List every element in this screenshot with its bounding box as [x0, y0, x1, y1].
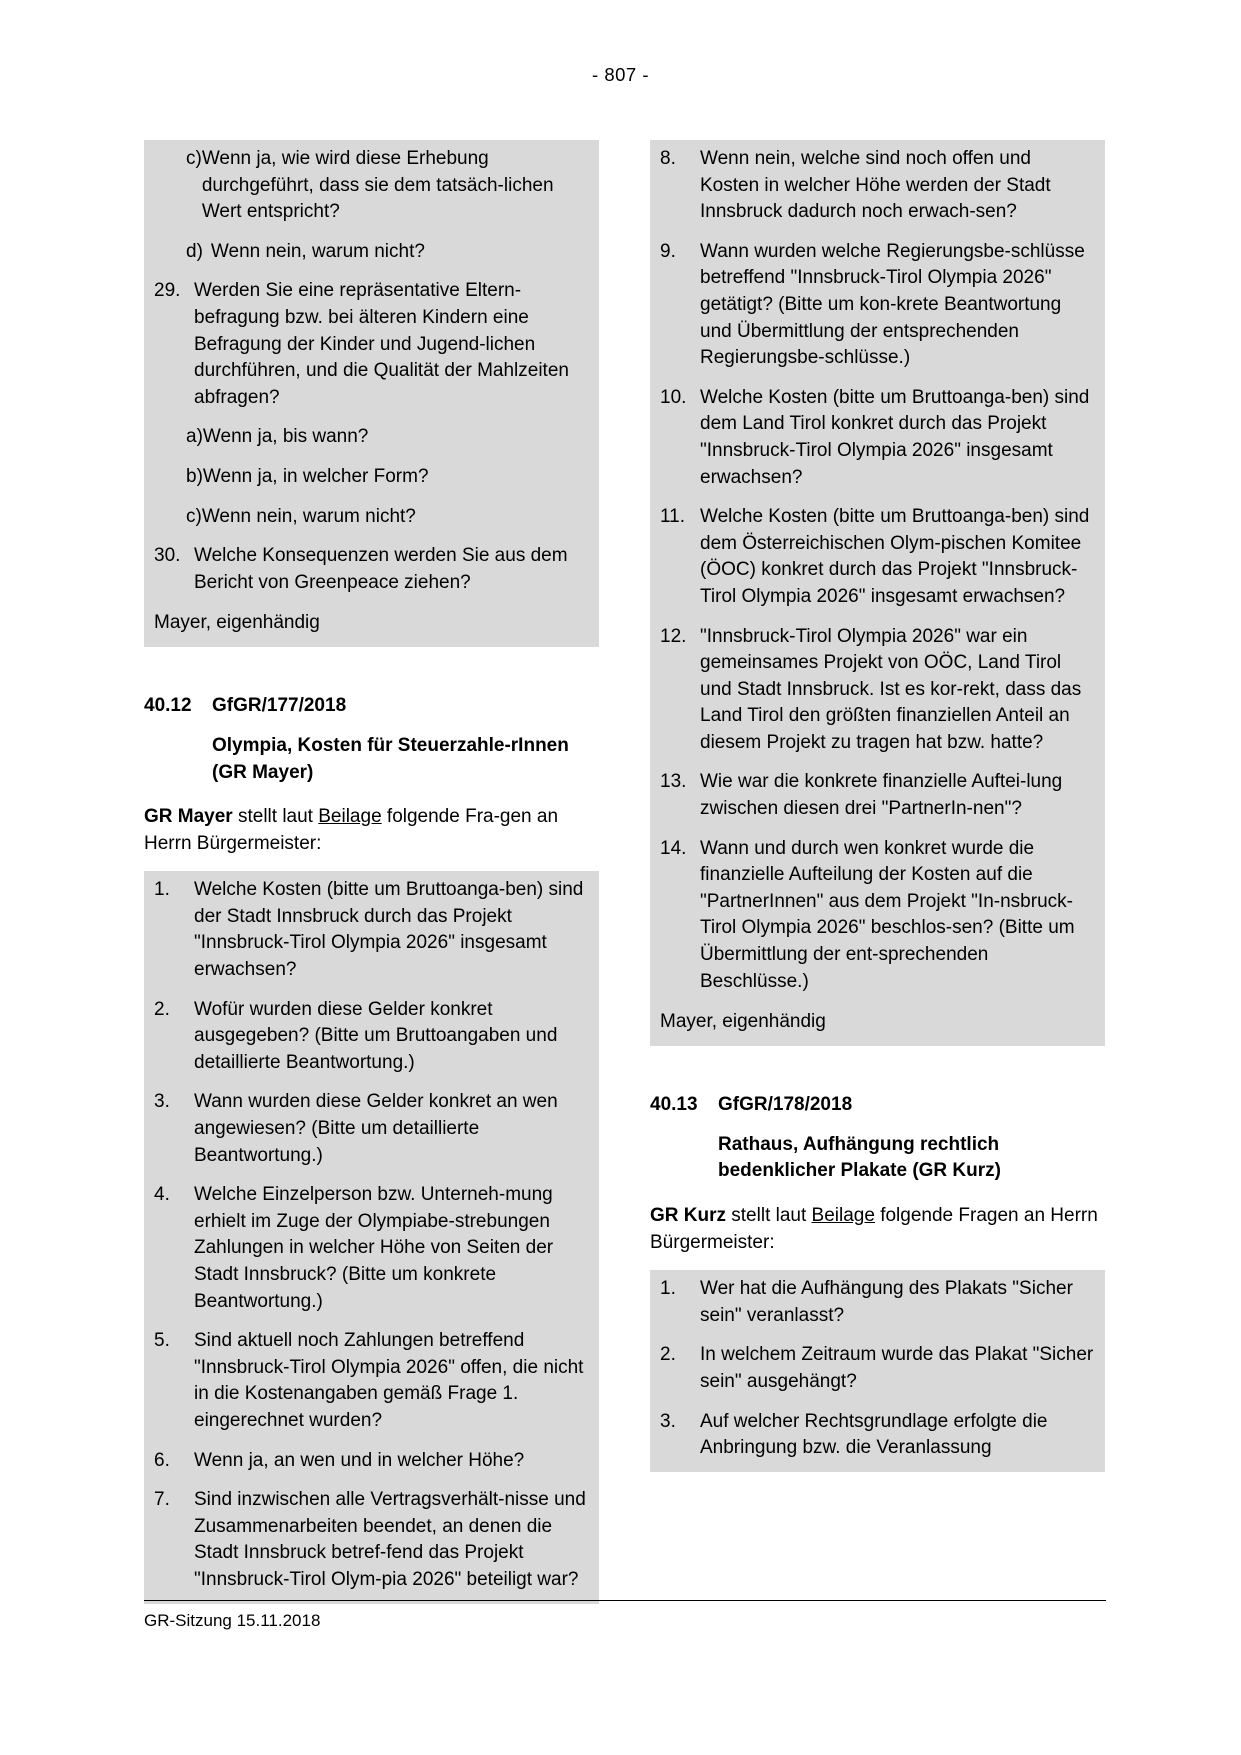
item-number: c) [186, 148, 202, 169]
right-column [650, 140, 1105, 1604]
list-item [154, 543, 589, 596]
item-number: 6. [154, 1449, 170, 1471]
intro-speaker: GR Mayer [144, 806, 233, 828]
list-item [154, 504, 589, 531]
list-item [660, 385, 1095, 491]
question-list [660, 146, 1095, 995]
item-number: d) [186, 240, 203, 262]
item-text: Welche Konsequenzen werden Sie aus dem Bericht von Greenpeace ziehen? [194, 545, 568, 593]
item-number: 7. [154, 1489, 170, 1511]
section-number: 40.12 [144, 694, 192, 716]
section-code: GfGR/177/2018 [212, 694, 347, 716]
list-item [154, 1328, 589, 1434]
list-item [154, 997, 589, 1077]
item-number: 2. [660, 1344, 676, 1366]
item-text: Wofür wurden diese Gelder konkret ausgegeben? (Bitte um Bruttoangaben und detaillierte Beantwortung.) [194, 998, 558, 1073]
left-column [144, 140, 599, 1604]
item-number: 9. [660, 240, 676, 262]
intro-attachment-link[interactable]: Beilage [318, 806, 382, 828]
list-item [660, 769, 1095, 822]
section-title: Rathaus, Aufhängung rechtlich bedenklicher Plakate (GR Kurz) [718, 1133, 1001, 1182]
list-item [660, 1409, 1095, 1462]
item-text: In welchem Zeitraum wurde das Plakat "Sicher sein" ausgehängt? [700, 1344, 1094, 1392]
question-block-right-bottom [650, 1270, 1105, 1472]
list-item [154, 1182, 589, 1315]
item-number: 2. [154, 998, 170, 1020]
item-number: 30. [154, 545, 181, 567]
page-number: - 807 - [592, 64, 649, 85]
list-item [154, 1448, 589, 1475]
question-list [154, 146, 589, 596]
item-number: b) [186, 465, 203, 487]
item-text: Welche Kosten (bitte um Bruttoanga-ben) sind dem Österreichischen Olym-pischen Komitee (ÖOC) konkret durch das Projekt "Innsbruck-Tirol Olympia 2026" insgesamt erwachsen? [700, 506, 1090, 607]
list-item [154, 239, 589, 266]
item-text: Sind inzwischen alle Vertragsverhält-nisse und Zusammenarbeiten beendet, an denen die Stadt Innsbruck betref-fend das Projekt "Innsbruck-Tirol Olym-pia 2026" beteiligt war? [194, 1489, 586, 1590]
item-text: Wenn ja, in welcher Form? [202, 465, 429, 487]
item-number: 29. [154, 280, 181, 302]
list-item [154, 877, 589, 983]
item-number: a) [186, 426, 203, 448]
item-number: 13. [660, 771, 687, 793]
section-heading [144, 695, 599, 717]
item-number: 4. [154, 1184, 170, 1206]
intro-speaker: GR Kurz [650, 1205, 726, 1226]
list-item [660, 504, 1095, 610]
section-code: GfGR/178/2018 [718, 1093, 853, 1115]
item-number: 1. [660, 1278, 676, 1300]
section-title: Olympia, Kosten für Steuerzahle-rInnen (GR Mayer) [212, 734, 569, 783]
item-text: Wenn ja, an wen und in welcher Höhe? [194, 1449, 525, 1471]
intro-mid: stellt laut [726, 1205, 812, 1226]
item-text: Welche Einzelperson bzw. Unterneh-mung erhielt im Zuge der Olympiabe-strebungen Zahlungen in welcher Höhe von Seiten der Stadt Innsbruck? (Bitte um konkrete Beantwortung.) [194, 1184, 554, 1312]
section-number: 40.13 [650, 1093, 698, 1115]
list-item [660, 146, 1095, 226]
list-item [154, 146, 589, 226]
item-text: Wenn ja, wie wird diese Erhebung durchgeführt, dass sie dem tatsäch-lichen Wert entspricht? [201, 148, 554, 223]
item-text: Wer hat die Aufhängung des Plakats "Sicher sein" veranlasst? [700, 1278, 1073, 1326]
intro-attachment-link[interactable]: Beilage [811, 1205, 875, 1226]
item-text: Welche Kosten (bitte um Bruttoanga-ben) sind der Stadt Innsbruck durch das Projekt "Innsbruck-Tirol Olympia 2026" insgesamt erwachsen? [194, 879, 584, 981]
item-number: 14. [660, 837, 687, 859]
item-text: Auf welcher Rechtsgrundlage erfolgte die Anbringung bzw. die Veranlassung [700, 1410, 1048, 1459]
item-text: Wann und durch wen konkret wurde die finanzielle Aufteilung der Kosten auf die "PartnerInnen" aus dem Projekt "In-nsbruck-Tirol Olympia 2026" beschlos-sen? (Bitte um Übermittlung der ent-sprechenden Beschlüsse.) [700, 837, 1075, 992]
question-list [154, 877, 589, 1593]
item-text: Wann wurden diese Gelder konkret an wen angewiesen? (Bitte um detaillierte Beantwortung.) [194, 1091, 558, 1166]
item-number: 8. [660, 148, 676, 169]
list-item [154, 424, 589, 451]
question-list [660, 1276, 1095, 1462]
list-item [660, 1342, 1095, 1395]
item-text: Sind aktuell noch Zahlungen betreffend "Innsbruck-Tirol Olympia 2026" offen, die nicht in die Kostenangaben gemäß Frage 1. eingerechnet wurden? [194, 1330, 584, 1431]
item-text: Wenn nein, warum nicht? [210, 240, 425, 262]
signature-line: Mayer, eigenhändig [660, 1011, 826, 1033]
section-intro [144, 804, 599, 857]
intro-rest: folgende Fra-gen an Herrn Bürgermeister: [144, 806, 559, 854]
item-text: "Innsbruck-Tirol Olympia 2026" war ein gemeinsames Projekt von OÖC, Land Tirol und Stadt Innsbruck. Ist es kor-rekt, dass das Land Tirol den größten finanziellen Anteil an diesem Projekt zu tragen hat bzw. hatte? [700, 625, 1082, 753]
intro-mid: stellt laut [232, 806, 319, 828]
list-item [660, 239, 1095, 372]
item-number: 11. [660, 506, 686, 528]
item-number: 3. [154, 1091, 170, 1113]
item-number: 1. [154, 879, 170, 901]
list-item [660, 836, 1095, 996]
item-text: Wenn nein, welche sind noch offen und Kosten in welcher Höhe werden der Stadt Innsbruck dadurch noch erwach-sen? [700, 148, 1051, 223]
intro-rest: folgende Fragen an Herrn Bürgermeister: [650, 1205, 1098, 1253]
two-column-body [144, 140, 1106, 1604]
item-text: Wie war die konkrete finanzielle Auftei-lung zwischen diesen drei "PartnerIn-nen"? [700, 771, 1063, 820]
item-text: Wenn nein, warum nicht? [201, 505, 416, 527]
item-number: 10. [660, 386, 687, 408]
item-text: Wenn ja, bis wann? [202, 426, 369, 448]
question-block-left-top [144, 140, 599, 647]
item-number: 3. [660, 1410, 676, 1432]
item-number: 12. [660, 625, 687, 647]
item-text: Wann wurden welche Regierungsbe-schlüsse betreffend "Innsbruck-Tirol Olympia 2026" getätigt? (Bitte um kon-krete Beantwortung und Übermittlung der entsprechenden Regierungsbe-schlüsse.) [700, 240, 1085, 369]
list-item [154, 278, 589, 411]
list-item [660, 624, 1095, 757]
list-item [154, 1089, 589, 1169]
list-item [660, 1276, 1095, 1329]
signature-line: Mayer, eigenhändig [154, 612, 320, 634]
question-block-right-top [650, 140, 1105, 1046]
section-heading [650, 1094, 1105, 1116]
page-footer: GR-Sitzung 15.11.2018 [144, 1600, 1106, 1631]
item-number: c) [186, 505, 202, 527]
list-item [154, 1487, 589, 1593]
item-text: Werden Sie eine repräsentative Eltern-befragung bzw. bei älteren Kindern eine Befragung der Kinder und Jugend-lichen durchführen, und die Qualität der Mahlzeiten abfragen? [194, 280, 569, 408]
list-item [154, 464, 589, 491]
item-number: 5. [154, 1330, 170, 1352]
question-block-left-bottom [144, 871, 599, 1603]
section-intro [650, 1203, 1105, 1256]
item-text: Welche Kosten (bitte um Bruttoanga-ben) sind dem Land Tirol konkret durch das Projekt "Innsbruck-Tirol Olympia 2026" insgesamt erwachsen? [700, 386, 1090, 488]
